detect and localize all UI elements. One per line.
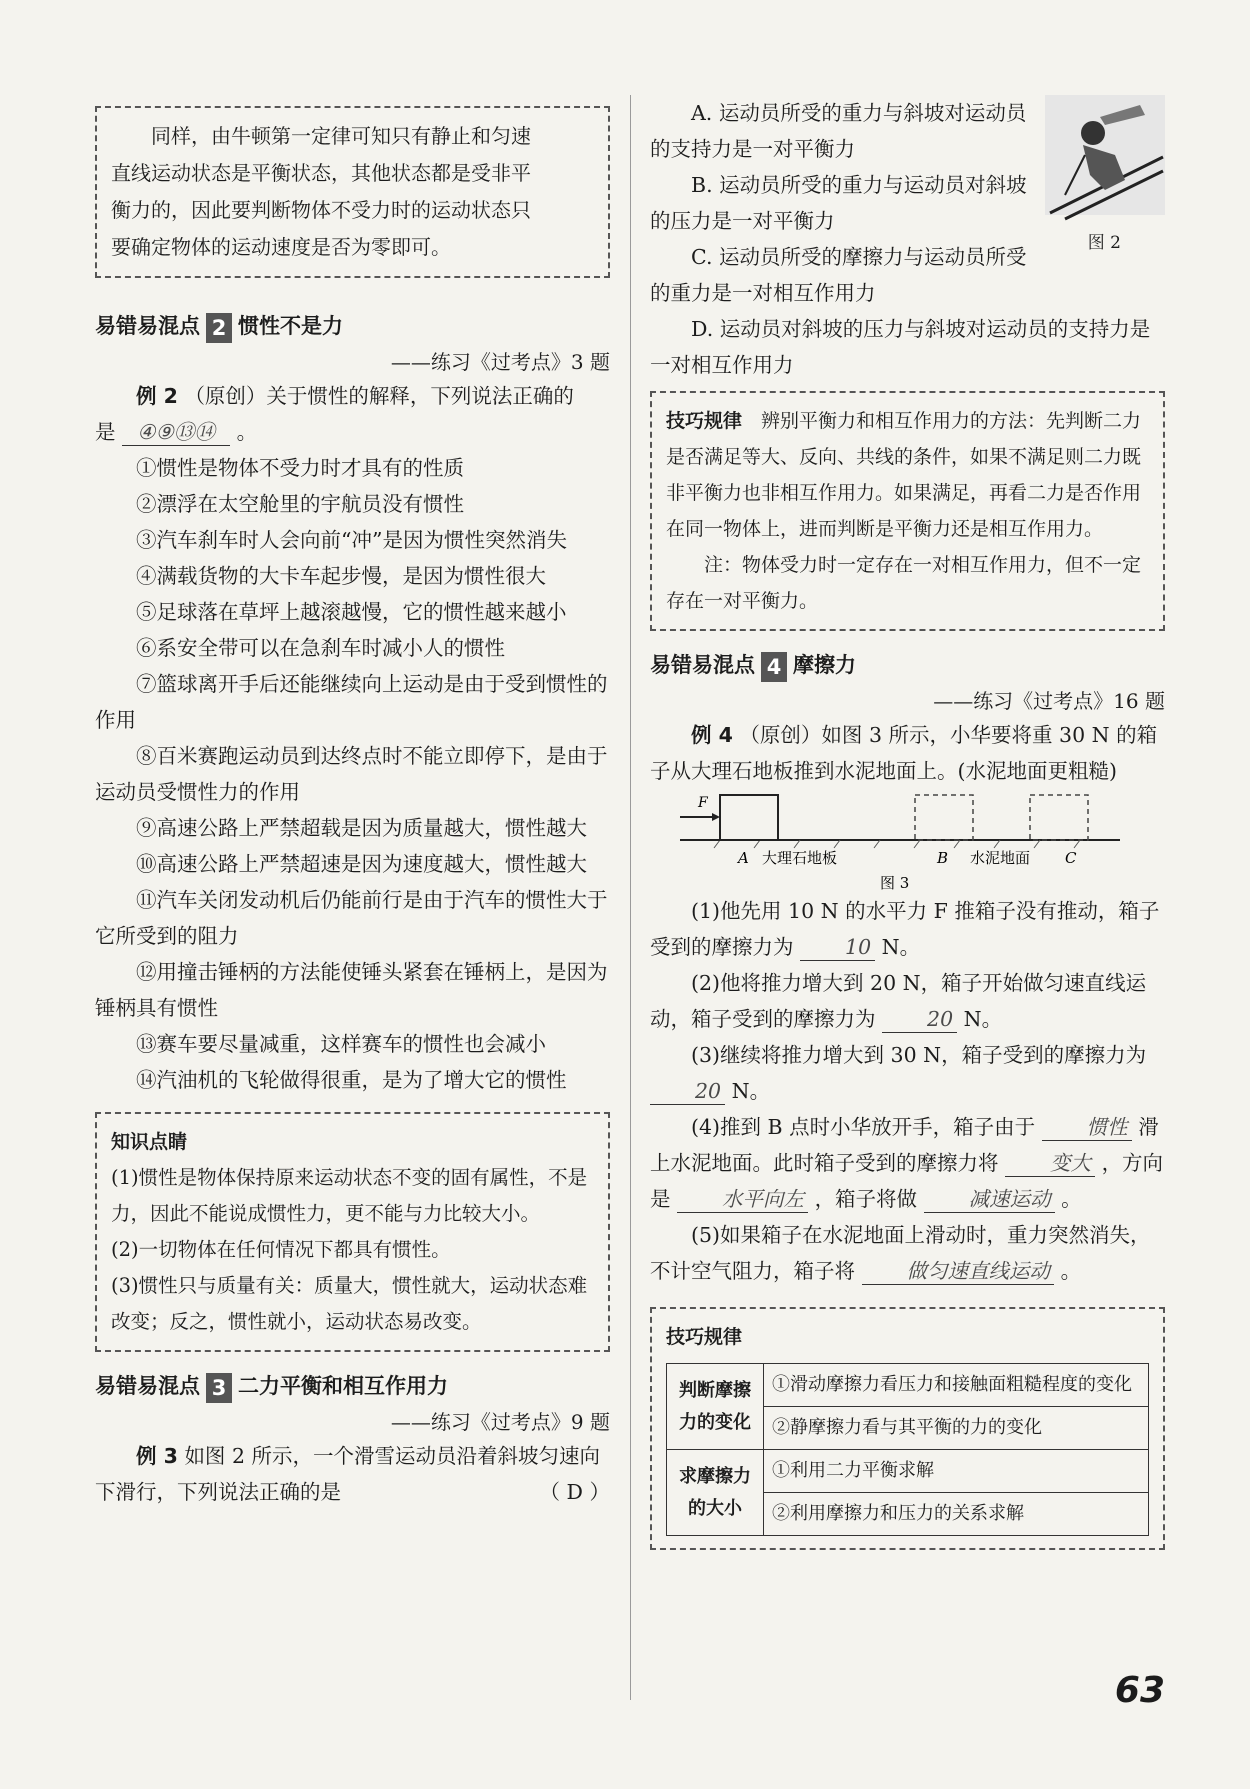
q4-text-e: 。 [1061,1187,1082,1211]
statement-10: ⑩高速公路上严禁超速是因为速度越大，惯性越大 [136,852,587,876]
example-2-label: 例 2 [136,384,178,408]
tip-box-2 [650,1307,1165,1550]
section-3-title: 二力平衡和相互作用力 [238,1374,448,1398]
section-3-prefix: 易错易混点 [95,1374,200,1398]
question-2 [650,965,1165,1037]
statement-13: ⑬赛车要尽量减重，这样赛车的惯性也会减小 [136,1032,546,1056]
row-1-item-a: ①滑动摩擦力看压力和接触面粗糙程度的变化 [764,1364,1149,1407]
marble-floor-label: 大理石地板 [762,849,838,867]
example-3-options [650,95,1165,383]
section-4-prefix: 易错易混点 [650,653,755,677]
question-3 [650,1037,1165,1109]
example-2-text2-pre: 是 [95,420,116,444]
example-3-text: 如图 2 所示，一个滑雪运动员沿着斜坡匀速向下滑行，下列说法正确的是 [95,1444,601,1504]
skier-figure [1045,95,1165,235]
section-2-heading [95,306,610,346]
section-3-reference: ——练习《过考点》9 题 [390,1410,610,1434]
skier-head [1081,121,1105,145]
q2-post: N。 [963,1007,1003,1031]
example-3-stem [95,1438,610,1510]
statement-6: ⑥系安全带可以在急刹车时减小人的惯性 [136,636,505,660]
statement-3: ③汽车刹车时人会向前“冲”是因为惯性突然消失 [136,528,567,552]
q1-post: N。 [881,935,921,959]
statement-9: ⑨高速公路上严禁超载是因为质量越大，惯性越大 [136,816,587,840]
figure-3-diagram [680,793,1120,893]
tip-2-title: 技巧规律 [666,1326,743,1348]
table-row [667,1450,1149,1493]
hatch [1074,840,1080,848]
example-4-text: （原创）如图 3 所示，小华要将重 30 N 的箱子从大理石地板推到水泥地面上。(水泥地面更粗糙) [650,723,1158,783]
statement-4: ④满载货物的大卡车起步慢，是因为惯性很大 [136,564,546,588]
option-d: D. 运动员对斜坡的压力与斜坡对运动员的支持力是一对相互作用力 [650,317,1151,377]
statement-1: ①惯性是物体不受力时才具有的性质 [136,456,464,480]
intro-note-box [95,106,610,278]
section-4-title: 摩擦力 [793,653,856,677]
intro-line-3: 衡力的，因此要判断物体不受力时的运动状态只 [111,198,531,222]
row-1-head: 判断摩擦力的变化 [667,1364,764,1450]
knowledge-point-box [95,1112,610,1352]
q3-answer: 20 [650,1078,725,1105]
statement-12: ⑫用撞击锤柄的方法能使锤头紧套在锤柄上，是因为锤柄具有惯性 [95,960,608,1020]
row-2-item-b: ②利用摩擦力和压力的关系求解 [764,1493,1149,1536]
option-a: A. 运动员所受的重力与斜坡对运动员的支持力是一对平衡力 [650,101,1027,161]
tip-1-note: 注：物体受力时一定存在一对相互作用力，但不一定存在一对平衡力。 [666,554,1142,612]
q5-post: 。 [1060,1259,1082,1283]
option-b: B. 运动员所受的重力与运动员对斜坡的压力是一对平衡力 [650,173,1027,233]
hatch [914,840,920,848]
box-at-c [1030,795,1088,840]
q1-text: (1)他先用 10 N 的水平力 F 推箱子没有推动，箱子受到的摩擦力为 [650,899,1160,959]
statement-11: ⑪汽车关闭发动机后仍能前行是由于汽车的惯性大于它所受到的阻力 [95,888,608,948]
box-at-a [720,795,778,840]
q2-answer: 20 [882,1006,957,1033]
knowledge-point-1: (1)惯性是物体保持原来运动状态不变的固有属性，不是力，因此不能说成惯性力，更不能与力比较大小。 [111,1166,588,1225]
statement-2: ②漂浮在太空舱里的宇航员没有惯性 [136,492,464,516]
row-1-item-b: ②静摩擦力看与其平衡的力的变化 [764,1407,1149,1450]
question-5 [650,1217,1165,1289]
example-2-answer: ④⑨⑬⑭ [122,419,230,446]
figure-2-caption: 图 2 [1087,233,1121,253]
q4-answer-4: 减速运动 [924,1186,1055,1213]
point-c-label: C [1065,849,1077,867]
row-2-head: 求摩擦力的大小 [667,1450,764,1536]
statement-5: ⑤足球落在草坪上越滚越慢，它的惯性越来越小 [136,600,567,624]
question-1 [650,893,1165,965]
example-2-text2-post: 。 [236,420,258,444]
force-label: F [698,795,708,811]
knowledge-point-title: 知识点睛 [111,1131,188,1153]
hatch [834,840,840,848]
option-c: C. 运动员所受的摩擦力与运动员所受的重力是一对相互作用力 [650,245,1027,305]
hatch [754,840,760,848]
hatch [1034,840,1040,848]
point-a-label: A [738,849,749,867]
example-3-answer: （ D ） [539,1480,610,1504]
example-4-label: 例 4 [691,723,733,747]
tip-box-1 [650,391,1165,631]
statement-8: ⑧百米赛跑运动员到达终点时不能立即停下，是由于运动员受惯性力的作用 [95,744,608,804]
cement-floor-label: 水泥地面 [970,849,1031,867]
section-4-number: 4 [761,652,787,682]
section-4-reference: ——练习《过考点》16 题 [933,689,1165,713]
hatch [954,840,960,848]
q4-text-b: 滑上水泥地面。此时箱子受到的摩擦力将 [650,1115,1159,1175]
hatch [994,840,1000,848]
force-arrowhead [712,813,720,821]
hatch [794,840,800,848]
q1-answer: 10 [800,934,875,961]
example-4-stem [650,717,1165,789]
hatch [714,840,720,848]
q3-text: (3)继续将推力增大到 30 N，箱子受到的摩擦力为 [691,1043,1147,1067]
intro-line-1: 同样，由牛顿第一定律可知只有静止和匀速 [151,124,531,148]
section-2-number: 2 [206,313,232,343]
q4-text-d: ，箱子将做 [814,1187,918,1211]
example-2-answer-line [95,414,610,450]
point-b-label: B [937,849,949,867]
row-2-item-a: ①利用二力平衡求解 [764,1450,1149,1493]
left-column [95,100,610,1510]
page-number: 63 [1114,1670,1165,1711]
statement-7: ⑦篮球离开手后还能继续向上运动是由于受到惯性的作用 [95,672,608,732]
q4-text-c: ，方向是 [650,1151,1164,1211]
example-3-label: 例 3 [136,1444,178,1468]
statement-14: ⑭汽油机的飞轮做得很重，是为了增大它的惯性 [136,1068,567,1092]
friction-rules-table [666,1363,1149,1536]
question-4 [650,1109,1165,1217]
section-2-title: 惯性不是力 [238,314,343,338]
intro-line-2: 直线运动状态是平衡状态，其他状态都是受非平 [111,161,531,185]
intro-line-4: 要确定物体的运动速度是否为零即可。 [111,235,451,259]
tip-1-paragraph [666,403,1149,547]
q5-answer: 做匀速直线运动 [862,1258,1055,1285]
example-2-stem [95,378,610,414]
example-2-text: （原创）关于惯性的解释，下列说法正确的 [184,384,574,408]
tip-1-title: 技巧规律 [666,410,743,432]
knowledge-point-3: (3)惯性只与质量有关：质量大，惯性就大，运动状态难改变；反之，惯性就小，运动状态易改变。 [111,1274,588,1333]
box-at-b [915,795,973,840]
section-2-prefix: 易错易混点 [95,314,200,338]
figure-3-caption: 图 3 [880,874,910,892]
q2-text: (2)他将推力增大到 20 N，箱子开始做匀速直线运动，箱子受到的摩擦力为 [650,971,1147,1031]
q4-answer-2: 变大 [1005,1150,1095,1177]
column-divider [630,95,631,1700]
section-2-reference: ——练习《过考点》3 题 [390,350,610,374]
q4-answer-3: 水平向左 [677,1186,808,1213]
q4-answer-1: 惯性 [1042,1114,1132,1141]
q5-text: (5)如果箱子在水泥地面上滑动时，重力突然消失，不计空气阻力，箱子将 [650,1223,1151,1283]
ground-hatching [714,840,1080,848]
table-row [667,1364,1149,1407]
section-3-number: 3 [206,1373,232,1403]
tip-1-text: 辨别平衡力和相互作用力的方法：先判断二力是否满足等大、反向、共线的条件，如果不满足则二力既非平衡力也非相互作用力。如果满足，再看二力是否作用在同一物体上，进而判断是平衡力还是相互作用力。 [666,410,1142,540]
section-4-heading [650,645,1165,685]
q4-text-a: (4)推到 B 点时小华放开手，箱子由于 [691,1115,1036,1139]
q3-post: N。 [731,1079,771,1103]
knowledge-point-2: (2)一切物体在任何情况下都具有惯性。 [111,1238,451,1261]
hatch [874,840,880,848]
section-3-heading [95,1366,610,1406]
right-column [650,95,1165,1550]
